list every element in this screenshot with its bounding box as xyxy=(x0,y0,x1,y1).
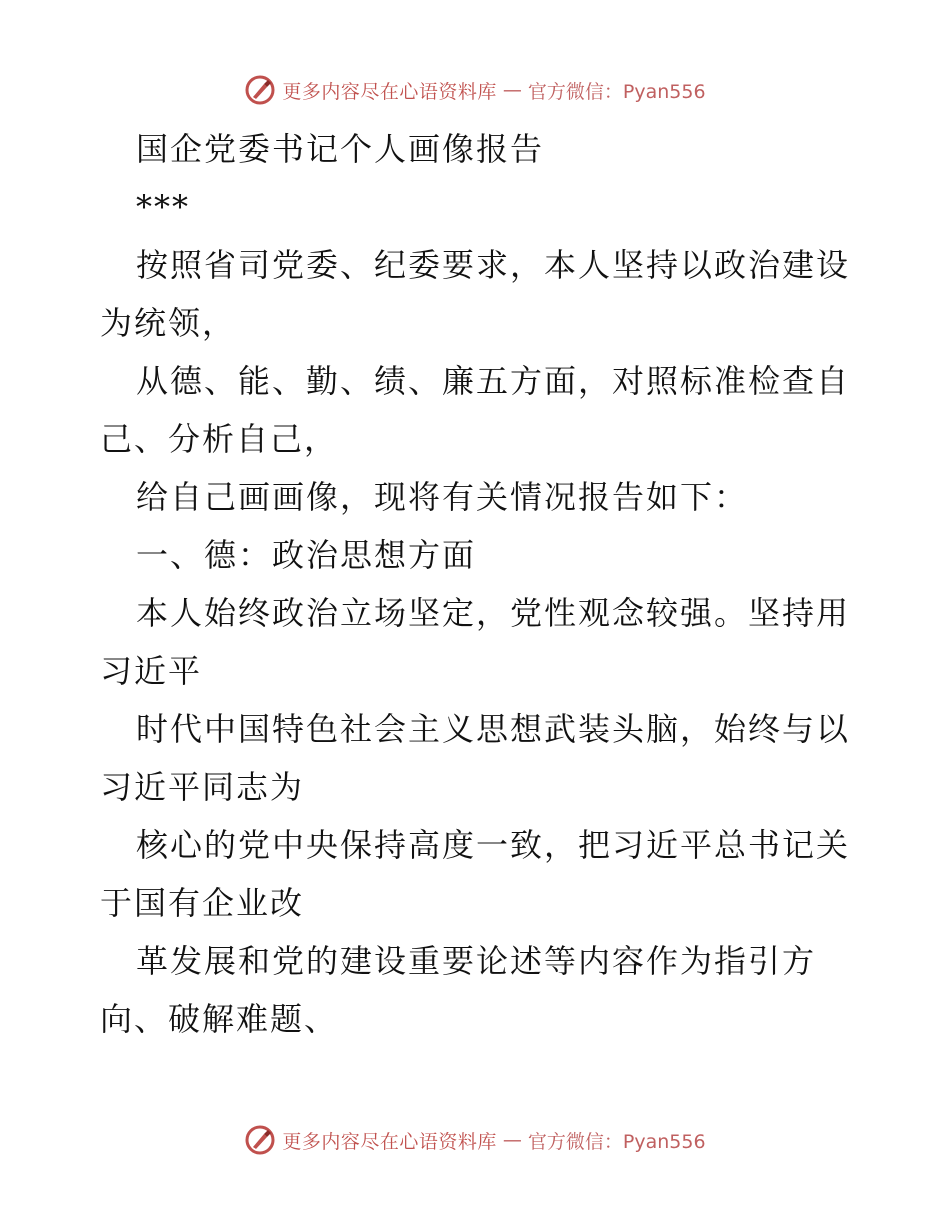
paragraph-line: *** xyxy=(136,188,190,226)
footer-watermark xyxy=(0,1120,950,1160)
paragraph-line: 本人始终政治立场坚定，党性观念较强。坚持用 xyxy=(136,594,851,632)
watermark-separator: — xyxy=(502,1129,522,1151)
paragraph-line: 时代中国特色社会主义思想武装头脑，始终与以 xyxy=(136,710,851,748)
watermark-sub-text: 官方微信：Pyan556 xyxy=(527,1130,706,1153)
paragraph-line: 革发展和党的建设重要论述等内容作为指引方 xyxy=(136,942,817,980)
paragraph-line: 为统领， xyxy=(100,304,237,342)
pen-circle-logo-icon xyxy=(244,74,276,106)
pen-circle-logo-icon xyxy=(244,1124,276,1156)
section-heading: 一、德：政治思想方面 xyxy=(136,536,477,574)
document-body xyxy=(100,120,860,1048)
watermark-sub-text: 官方微信：Pyan556 xyxy=(527,80,706,103)
paragraph-line: 习近平同志为 xyxy=(100,768,305,806)
paragraph-line: 给自己画画像，现将有关情况报告如下： xyxy=(136,478,749,516)
paragraph-line: 于国有企业改 xyxy=(100,884,305,922)
paragraph-line: 习近平 xyxy=(100,652,203,690)
watermark-main-text: 更多内容尽在心语资料库 xyxy=(282,80,497,103)
paragraph-line: 核心的党中央保持高度一致，把习近平总书记关 xyxy=(136,826,851,864)
header-watermark xyxy=(0,70,950,110)
paragraph-line: 己、分析自己， xyxy=(100,420,339,458)
paragraph-line: 从德、能、勤、绩、廉五方面，对照标准检查自 xyxy=(136,362,851,400)
document-title: 国企党委书记个人画像报告 xyxy=(136,130,545,168)
paragraph-line: 按照省司党委、纪委要求，本人坚持以政治建设 xyxy=(136,246,851,284)
paragraph-line: 向、破解难题、 xyxy=(100,1000,339,1038)
watermark-separator: — xyxy=(502,79,522,101)
watermark-main-text: 更多内容尽在心语资料库 xyxy=(282,1130,497,1153)
